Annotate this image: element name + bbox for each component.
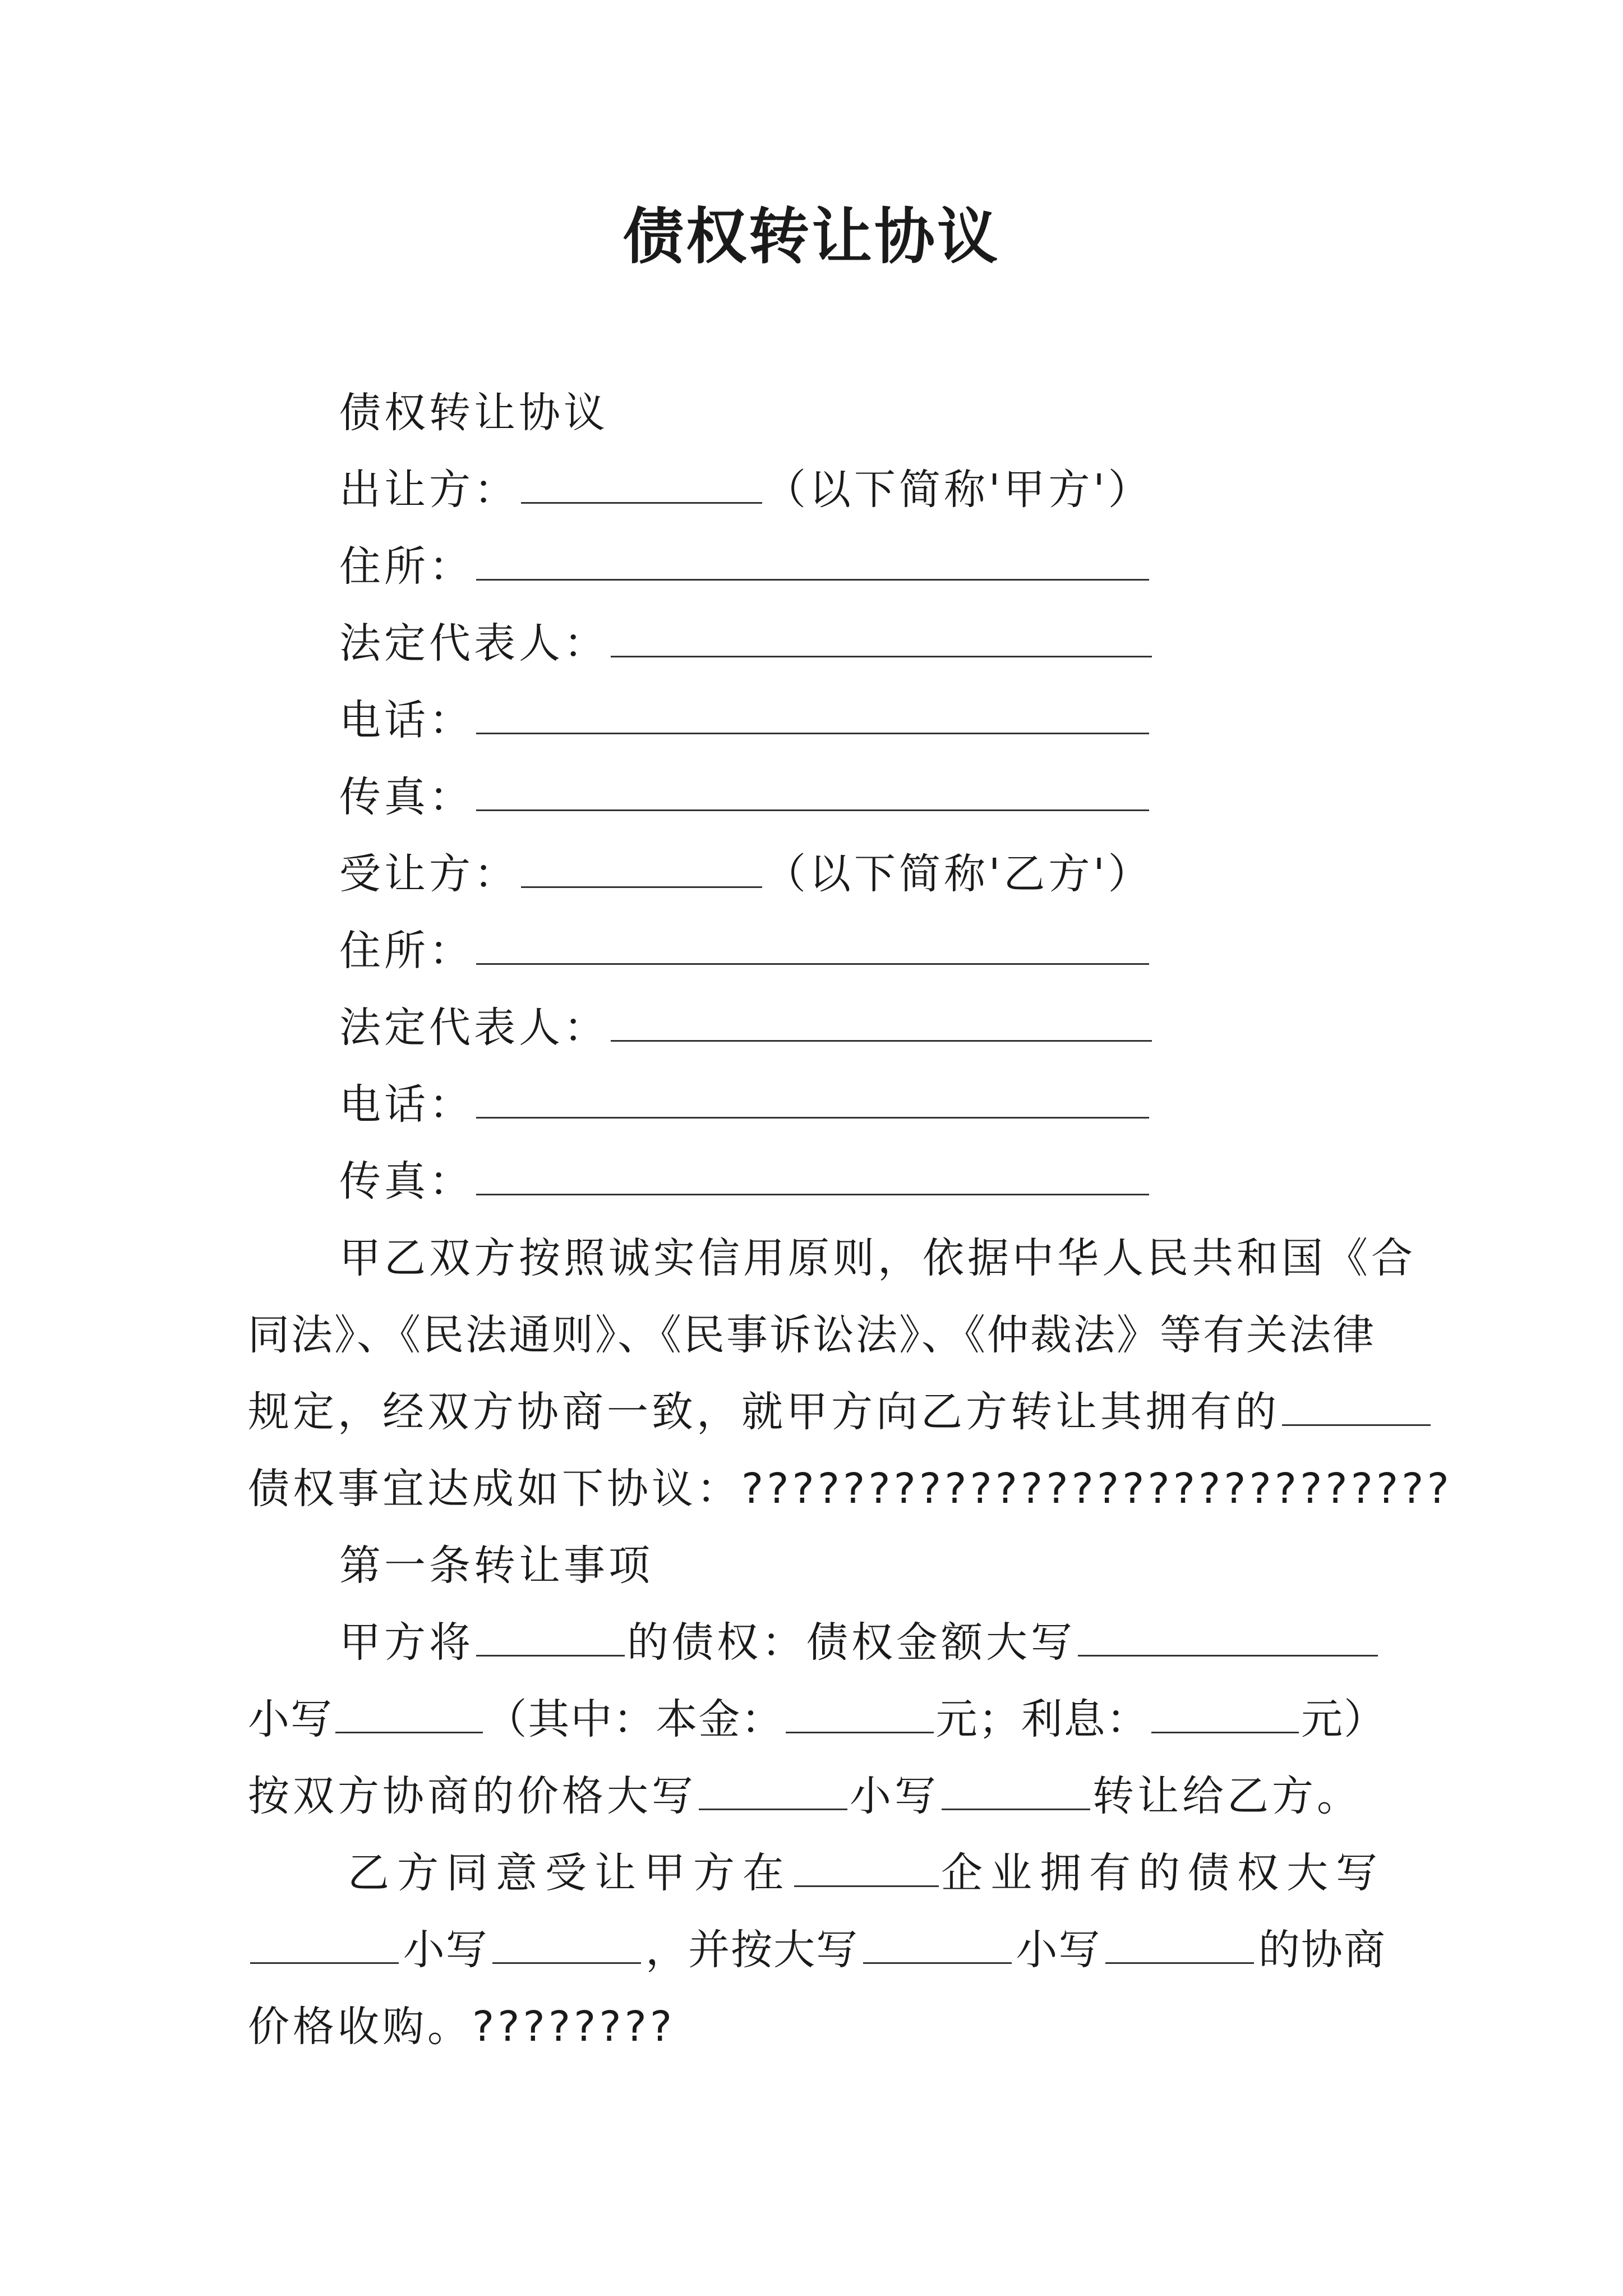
- party-a-phone-label: 电话：: [339, 696, 474, 744]
- p1-text-f: 元）: [1301, 1695, 1386, 1743]
- party-a-fax-line: [339, 769, 1151, 825]
- party-a-rep-blank: [611, 615, 1152, 657]
- party-a-rep-label: 法定代表人：: [339, 619, 608, 668]
- principal-blank: [786, 1691, 933, 1733]
- p1-text-g: 按双方协商的价格大写: [248, 1772, 697, 1820]
- preamble-line-4: 债权事宜达成如下协议：????????????????????????????: [248, 1465, 1453, 1513]
- party-a-label: 出让方：: [339, 466, 519, 514]
- party-a-rep-line: [339, 615, 1154, 671]
- interest-blank: [1151, 1691, 1299, 1733]
- document-title: 债权转让协议: [623, 201, 1000, 272]
- party-b-address-blank: [476, 923, 1149, 965]
- article1-heading: 第一条转让事项: [339, 1542, 653, 1590]
- preamble-line-3: [248, 1384, 1386, 1440]
- party-a-suffix: （以下简称'甲方'）: [764, 466, 1153, 514]
- purchase-capital-blank: [863, 1922, 1012, 1964]
- p2-text-c: 小写: [403, 1926, 488, 1974]
- article1-p1-line-3: [248, 1768, 1386, 1824]
- party-b-fax-label: 传真：: [339, 1157, 474, 1205]
- p2-text-a: 乙方同意受让甲方在: [348, 1849, 792, 1897]
- claim-capital-blank: [250, 1922, 399, 1964]
- party-a-phone-blank: [476, 692, 1149, 734]
- p2-text-f: 的协商: [1258, 1926, 1386, 1974]
- price-lower-blank: [942, 1768, 1090, 1810]
- party-a-address-line: [339, 539, 1151, 595]
- party-b-fax-blank: [476, 1153, 1149, 1195]
- p1-text-h: 小写: [850, 1772, 939, 1820]
- p1-text-b: 的债权：债权金额大写: [627, 1618, 1076, 1667]
- document-subtitle: 债权转让协议: [339, 389, 608, 437]
- article1-p2-line-1: [348, 1845, 1385, 1901]
- article1-p1-line-1: [339, 1614, 1380, 1671]
- party-a-fax-blank: [476, 769, 1149, 811]
- p2-text-e: 小写: [1016, 1926, 1101, 1974]
- party-b-phone-line: [339, 1076, 1151, 1133]
- purchase-lower-blank: [1105, 1922, 1254, 1964]
- p1-text-a: 甲方将: [339, 1618, 474, 1667]
- claim-lower-blank: [492, 1922, 641, 1964]
- price-capital-blank: [699, 1768, 847, 1810]
- p1-text-i: 转让给乙方。: [1092, 1772, 1362, 1820]
- article1-p1-line-2: [248, 1691, 1386, 1747]
- p1-text-d: （其中：本金：: [485, 1695, 784, 1743]
- party-b-label: 受让方：: [339, 850, 519, 898]
- article1-p2-line-3: 价格收购。????????: [248, 2003, 676, 2051]
- party-b-address-line: [339, 923, 1151, 979]
- party-b-rep-label: 法定代表人：: [339, 1004, 608, 1052]
- party-b-suffix: （以下简称'乙方'）: [764, 850, 1153, 898]
- preamble-line-1: 甲乙双方按照诚实信用原则，依据中华人民共和国《合: [339, 1234, 1416, 1282]
- party-b-phone-label: 电话：: [339, 1080, 474, 1129]
- creditor-blank: [476, 1614, 625, 1657]
- enterprise-blank: [794, 1845, 939, 1887]
- party-b-line: [339, 846, 1153, 902]
- p1-text-e: 元；利息：: [935, 1695, 1149, 1743]
- p2-text-d: ，并按大写: [645, 1926, 859, 1974]
- preamble-line-2: 同法》、《民法通则》、《民事诉讼法》、《仲裁法》等有关法律: [248, 1311, 1376, 1359]
- party-b-address-label: 住所：: [339, 927, 474, 975]
- p1-text-c: 小写: [248, 1695, 333, 1743]
- claim-blank: [1282, 1384, 1431, 1426]
- amount-lower-blank: [335, 1691, 483, 1733]
- party-a-address-blank: [476, 539, 1149, 581]
- preamble-line-3-text: 规定，经双方协商一致，就甲方向乙方转让其拥有的: [248, 1388, 1280, 1436]
- party-b-rep-blank: [611, 1000, 1152, 1042]
- amount-capital-blank: [1078, 1614, 1378, 1657]
- party-a-line: [339, 462, 1153, 518]
- party-b-name-blank: [521, 846, 762, 888]
- p2-text-b: 企业拥有的债权大写: [941, 1849, 1385, 1897]
- party-a-address-label: 住所：: [339, 542, 474, 591]
- party-a-phone-line: [339, 692, 1151, 748]
- party-a-fax-label: 传真：: [339, 773, 474, 821]
- party-b-phone-blank: [476, 1076, 1149, 1119]
- party-b-rep-line: [339, 1000, 1154, 1056]
- party-a-name-blank: [521, 462, 762, 504]
- party-b-fax-line: [339, 1153, 1151, 1209]
- article1-p2-line-2: [248, 1922, 1386, 1978]
